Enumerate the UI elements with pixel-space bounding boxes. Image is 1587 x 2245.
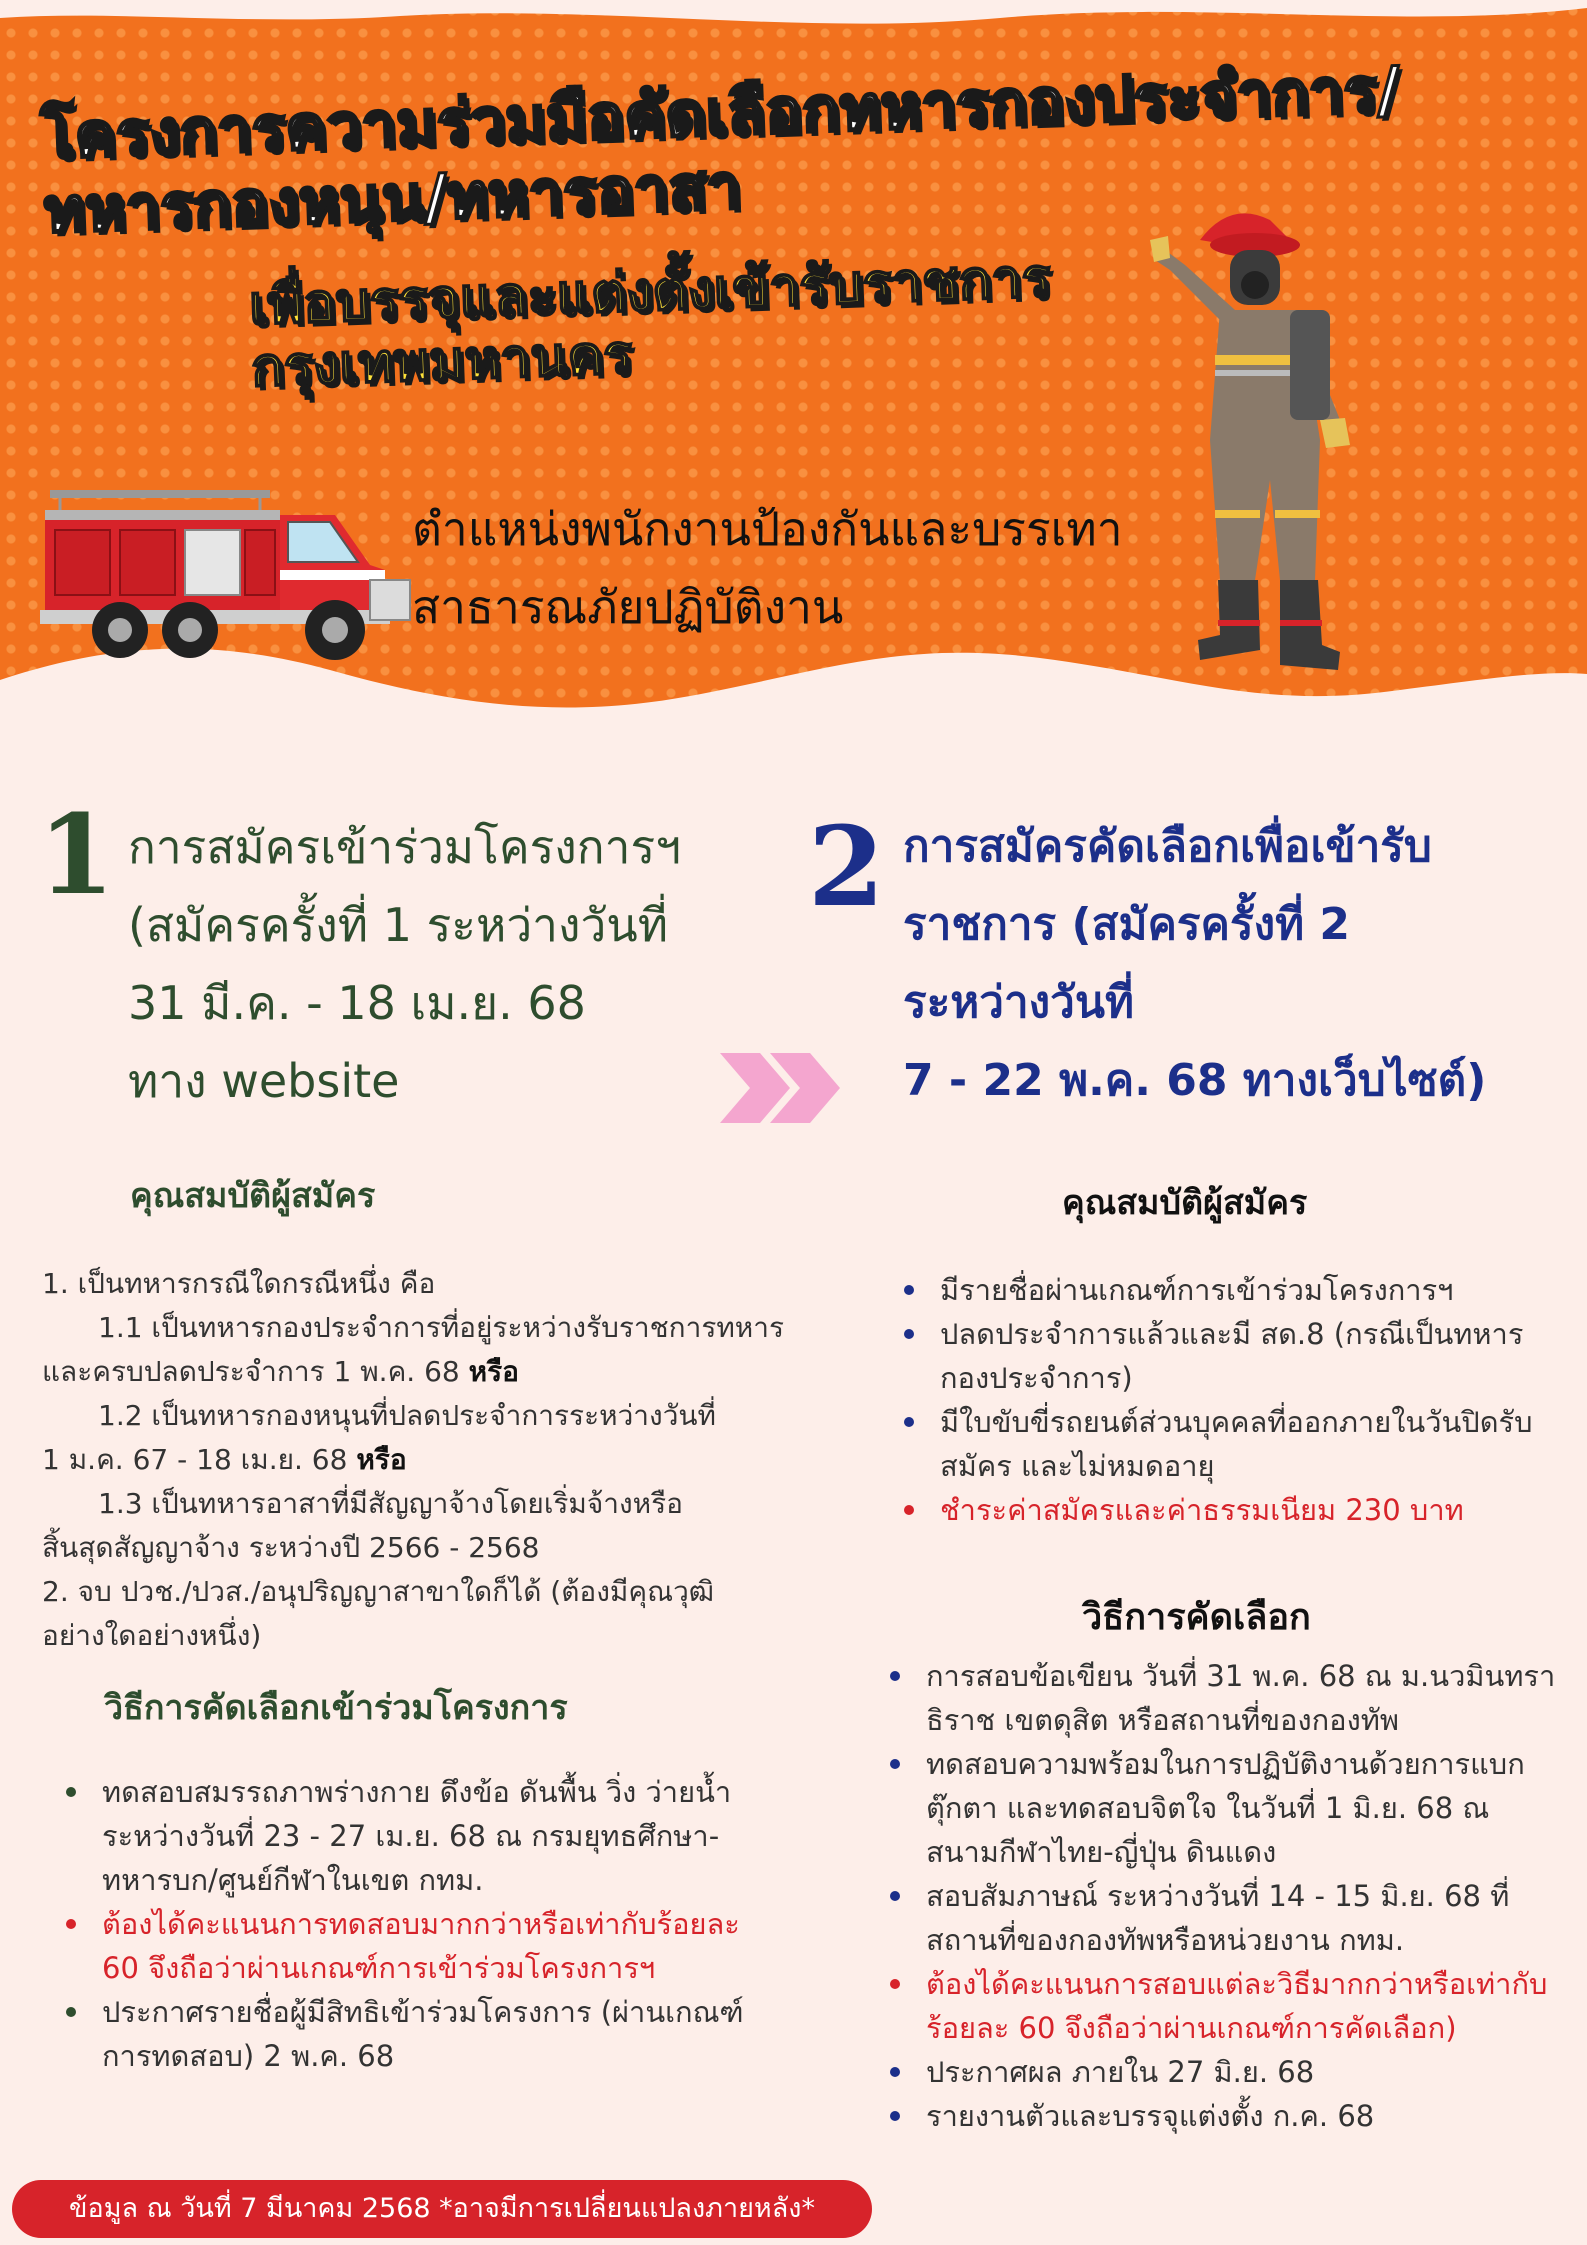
bullet-icon [890,1891,900,1901]
bullet-icon [890,2067,900,2077]
list-item [60,1770,760,1902]
bullet-icon [904,1329,914,1339]
list-item-text: ชำระค่าสมัครและค่าธรรมเนียม 230 บาท [940,1493,1464,1527]
bullet-icon [890,2111,900,2121]
step-2-line: ราชการ (สมัครครั้งที่ 2 [903,899,1351,950]
list-item [884,1742,1564,1874]
list-item-text: มีรายชื่อผ่านเกณฑ์การเข้าร่วมโครงการฯ [940,1273,1454,1307]
list-item [884,2050,1564,2094]
step-2-line: ระหว่างวันที่ [903,977,1134,1028]
top-wave-decoration [0,0,1587,40]
qualification-text: และครบปลดประจำการ 1 พ.ค. 68 [42,1355,460,1388]
step-2-line: 7 - 22 พ.ค. 68 ทางเว็บไซต์) [903,1055,1487,1106]
bullet-icon [66,1919,76,1929]
bullet-icon [66,1787,76,1797]
or-keyword: หรือ [356,1443,407,1476]
position-line-2: สาธารณภัยปฏิบัติงาน [412,580,844,634]
list-item-text: ประกาศผล ภายใน 27 มิ.ย. 68 [926,2055,1315,2089]
step-1-qualifications [42,1262,802,1658]
list-item-text: ทดสอบสมรรถภาพร่างกาย ดึงข้อ ดันพื้น วิ่ง ว่ายน้ำ ระหว่างวันที่ 23 - 27 เม.ย. 68 ณ กรมยุทธศึกษา-ทหารบก/ศูนย์กีฬาในเขต กทม. [102,1775,732,1897]
step-1-selection-list [60,1770,760,2078]
bullet-icon [904,1505,914,1515]
step-2-selection-list [884,1654,1564,2138]
list-item [884,1962,1564,2050]
step-1-description [128,808,768,1120]
qualification-line: 1.1 เป็นทหารกองประจำการที่อยู่ระหว่างรับราชการทหาร [98,1311,785,1344]
step-2-qualifications-heading: คุณสมบัติผู้สมัคร [1062,1183,1308,1223]
step-1-selection-heading: วิธีการคัดเลือกเข้าร่วมโครงการ [104,1688,568,1728]
step-2-description [903,808,1563,1120]
position-line-1: ตำแหน่งพนักงานป้องกันและบรรเทา [412,502,1123,556]
step-2-qualifications-list [898,1268,1558,1532]
step-2-selection-heading: วิธีการคัดเลือก [1082,1597,1311,1638]
step-1-line: การสมัครเข้าร่วมโครงการฯ [128,820,681,874]
step-1-qualifications-heading: คุณสมบัติผู้สมัคร [130,1176,376,1216]
list-item-text: ประกาศรายชื่อผู้มีสิทธิเข้าร่วมโครงการ (ผ่านเกณฑ์การทดสอบ) 2 พ.ค. 68 [102,1995,744,2073]
qualification-line: 1.3 เป็นทหารอาสาที่มีสัญญาจ้างโดยเริ่มจ้างหรือ [98,1487,683,1520]
list-item-text: ทดสอบความพร้อมในการปฏิบัติงานด้วยการแบกตุ๊กตา และทดสอบจิตใจ ในวันที่ 1 มิ.ย. 68 ณ สนามกีฬาไทย-ญี่ปุ่น ดินแดง [926,1747,1525,1869]
step-1-line: ทาง website [128,1054,400,1108]
list-item-text: การสอบข้อเขียน วันที่ 31 พ.ค. 68 ณ ม.นวมินทราธิราช เขตดุสิต หรือสถานที่ของกองทัพ [926,1659,1556,1737]
step-1-line: 31 มี.ค. - 18 เม.ย. 68 [128,976,586,1030]
list-item [884,1654,1564,1742]
qualification-text: 1 ม.ค. 67 - 18 เม.ย. 68 [42,1443,348,1476]
main-title: โครงการความร่วมมือคัดเลือกทหารกองประจำการ/ทหารกองหนุน/ทหารอาสา [40,52,1401,247]
list-item-text: สอบสัมภาษณ์ ระหว่างวันที่ 14 - 15 มิ.ย. 68 ที่สถานที่ของกองทัพหรือหน่วยงาน กทม. [926,1879,1510,1957]
step-2-line: การสมัครคัดเลือกเพื่อเข้ารับ [903,821,1432,872]
qualification-line: สิ้นสุดสัญญาจ้าง ระหว่างปี 2566 - 2568 [42,1531,540,1564]
list-item-text: ต้องได้คะแนนการทดสอบมากกว่าหรือเท่ากับร้อยละ 60 จึงถือว่าผ่านเกณฑ์การเข้าร่วมโครงการฯ [102,1907,740,1985]
step-1-line: (สมัครครั้งที่ 1 ระหว่างวันที่ [128,898,669,952]
qualification-line [42,1438,802,1482]
bullet-icon [66,2007,76,2017]
list-item-text: ต้องได้คะแนนการสอบแต่ละวิธีมากกว่าหรือเท่ากับร้อยละ 60 จึงถือว่าผ่านเกณฑ์การคัดเลือก) [926,1967,1548,2045]
or-keyword: หรือ [468,1355,519,1388]
footer-note-badge: ข้อมูล ณ วันที่ 7 มีนาคม 2568 *อาจมีการเปลี่ยนแปลงภายหลัง* [12,2180,872,2238]
list-item-text: มีใบขับขี่รถยนต์ส่วนบุคคลที่ออกภายในวันปิดรับสมัคร และไม่หมดอายุ [940,1405,1533,1483]
qualification-line: 2. จบ ปวช./ปวส./อนุปริญญาสาขาใดก็ได้ (ต้องมีคุณวุฒิ [42,1575,715,1608]
bullet-icon [904,1285,914,1295]
double-chevron-right-icon [715,1048,855,1128]
list-item [898,1312,1558,1400]
bullet-icon [904,1417,914,1427]
qualification-line: 1. เป็นทหารกรณีใดกรณีหนึ่ง คือ [42,1267,436,1300]
list-item-text: รายงานตัวและบรรจุแต่งตั้ง ก.ค. 68 [926,2099,1375,2133]
bullet-icon [890,1979,900,1989]
list-item-text: ปลดประจำการแล้วและมี สด.8 (กรณีเป็นทหารกองประจำการ) [940,1317,1524,1395]
fire-truck-illustration [40,470,420,670]
list-item [898,1488,1558,1532]
list-item [60,1902,760,1990]
qualification-line [42,1350,802,1394]
position-title [412,490,1232,646]
qualification-line: อย่างใดอย่างหนึ่ง) [42,1619,262,1652]
list-item [60,1990,760,2078]
list-item [884,2094,1564,2138]
firefighter-illustration [1140,180,1440,700]
qualification-line: 1.2 เป็นทหารกองหนุนที่ปลดประจำการระหว่างวันที่ [98,1399,717,1432]
list-item [898,1268,1558,1312]
bullet-icon [890,1671,900,1681]
subtitle: เพื่อบรรจุและแต่งตั้งเข้ารับราชการกรุงเทพมหานคร [247,246,1052,399]
list-item [898,1400,1558,1488]
step-1-number: 1 [38,790,115,919]
step-2-number: 2 [808,802,885,931]
bullet-icon [890,1759,900,1769]
list-item [884,1874,1564,1962]
